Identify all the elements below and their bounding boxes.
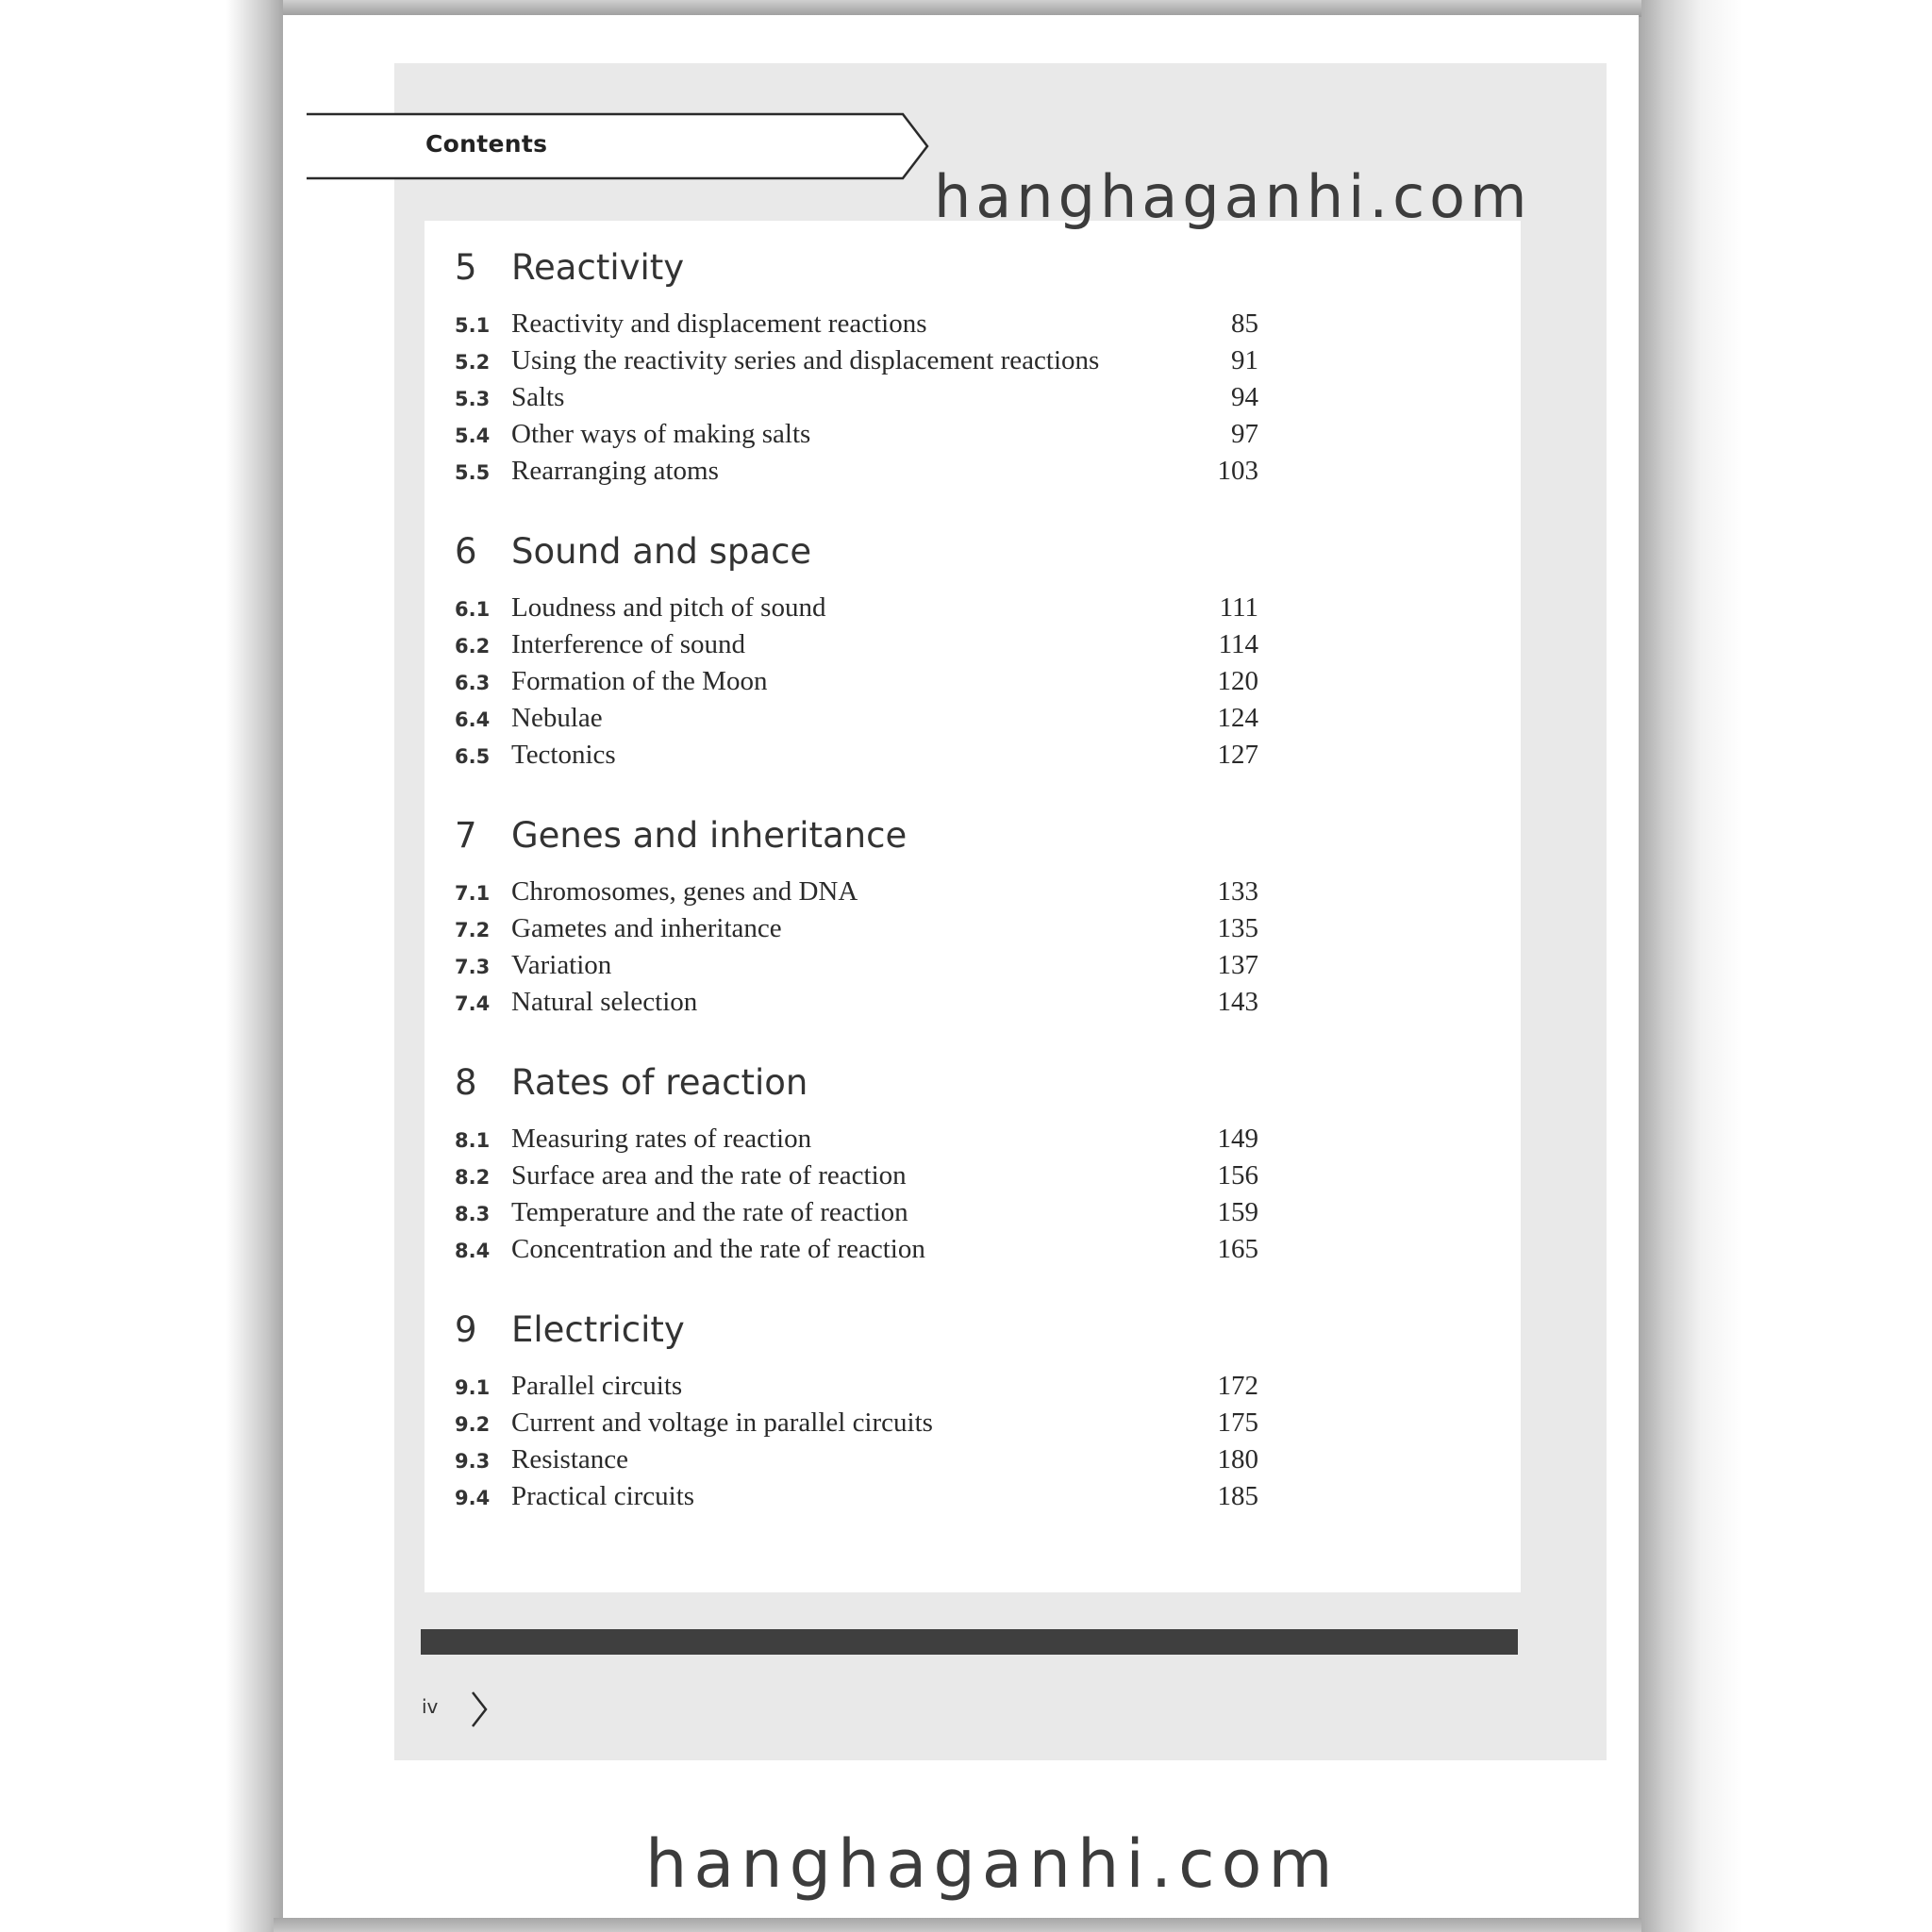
chapter-title: Rates of reaction xyxy=(511,1062,808,1103)
chapter-title: Genes and inheritance xyxy=(511,815,908,856)
page-number: 114 xyxy=(1218,629,1258,659)
page-number: 185 xyxy=(1217,1481,1258,1511)
section-title: Formation of the Moon xyxy=(511,666,768,696)
page-number: 156 xyxy=(1217,1160,1258,1191)
page-number: 97 xyxy=(1231,419,1258,449)
section-title: Interference of sound xyxy=(511,629,745,659)
chapter-number: 8 xyxy=(455,1062,477,1103)
section-title: Current and voltage in parallel circuits xyxy=(511,1407,933,1438)
chapter-number: 9 xyxy=(455,1309,477,1350)
watermark-bottom: hanghaganhi.com xyxy=(645,1825,1340,1903)
chapter-title: Sound and space xyxy=(511,531,812,572)
section-title: Natural selection xyxy=(511,987,698,1017)
footer-bar xyxy=(421,1629,1518,1655)
page-number: 91 xyxy=(1231,345,1258,375)
section-title: Resistance xyxy=(511,1444,629,1474)
watermark-top: hanghaganhi.com xyxy=(934,162,1532,231)
section-code: 7.2 xyxy=(455,919,491,941)
toc-item[interactable] xyxy=(455,345,1258,379)
section-title: Measuring rates of reaction xyxy=(511,1124,812,1154)
page-number: 111 xyxy=(1219,592,1258,623)
page-folio: iv xyxy=(422,1695,439,1718)
page-number: 165 xyxy=(1217,1234,1258,1264)
page-number: 172 xyxy=(1217,1371,1258,1401)
chapter-number: 7 xyxy=(455,815,477,856)
section-title: Surface area and the rate of reaction xyxy=(511,1160,907,1191)
section-title: Practical circuits xyxy=(511,1481,695,1511)
toc-item[interactable] xyxy=(455,987,1258,1021)
toc-item[interactable] xyxy=(455,876,1258,910)
page-shadow-left xyxy=(226,0,283,1932)
page-number: 127 xyxy=(1217,740,1258,770)
toc-item[interactable] xyxy=(455,1234,1258,1268)
toc-item[interactable] xyxy=(455,913,1258,947)
section-title: Reactivity and displacement reactions xyxy=(511,308,927,339)
section-title: Gametes and inheritance xyxy=(511,913,782,943)
section-code: 5.3 xyxy=(455,388,491,410)
page-number: 175 xyxy=(1217,1407,1258,1438)
section-code: 7.3 xyxy=(455,956,491,978)
toc-item[interactable] xyxy=(455,703,1258,737)
page-number: 94 xyxy=(1231,382,1258,412)
page-number: 159 xyxy=(1217,1197,1258,1227)
section-code: 8.4 xyxy=(455,1240,491,1262)
page-shadow-right xyxy=(1639,0,1742,1932)
toc-item[interactable] xyxy=(455,308,1258,342)
section-code: 9.4 xyxy=(455,1487,491,1509)
toc-item[interactable] xyxy=(455,950,1258,984)
chapter-title: Reactivity xyxy=(511,247,685,288)
toc-item[interactable] xyxy=(455,382,1258,416)
section-title: Rearranging atoms xyxy=(511,456,719,486)
toc-item[interactable] xyxy=(455,1197,1258,1231)
chapter-number: 6 xyxy=(455,531,477,572)
page-number: 124 xyxy=(1217,703,1258,733)
toc-item[interactable] xyxy=(455,1481,1258,1515)
section-code: 9.1 xyxy=(455,1376,491,1399)
toc-item[interactable] xyxy=(455,592,1258,626)
contents-tab-label: Contents xyxy=(425,130,548,158)
page-number: 103 xyxy=(1217,456,1258,486)
page-number: 85 xyxy=(1231,308,1258,339)
toc-item[interactable] xyxy=(455,1444,1258,1478)
section-code: 5.1 xyxy=(455,314,491,337)
toc-item[interactable] xyxy=(455,456,1258,490)
toc-item[interactable] xyxy=(455,1407,1258,1441)
section-code: 6.5 xyxy=(455,745,491,768)
chevron-right-icon xyxy=(467,1689,495,1730)
section-title: Temperature and the rate of reaction xyxy=(511,1197,908,1227)
section-title: Loudness and pitch of sound xyxy=(511,592,826,623)
chapter-heading xyxy=(455,247,684,288)
section-code: 9.3 xyxy=(455,1450,491,1473)
page-shadow-bottom xyxy=(274,1918,1641,1932)
toc-item[interactable] xyxy=(455,1160,1258,1194)
chapter-heading xyxy=(455,1062,808,1103)
section-title: Using the reactivity series and displacement reactions xyxy=(511,345,1100,375)
section-code: 5.4 xyxy=(455,425,491,447)
section-code: 6.1 xyxy=(455,598,491,621)
chapter-title: Electricity xyxy=(511,1309,685,1350)
toc-item[interactable] xyxy=(455,666,1258,700)
page-number: 120 xyxy=(1217,666,1258,696)
section-code: 5.5 xyxy=(455,461,491,484)
chapter-heading xyxy=(455,815,907,856)
chapter-number: 5 xyxy=(455,247,477,288)
chapter-heading xyxy=(455,1309,685,1350)
section-title: Salts xyxy=(511,382,565,412)
section-title: Concentration and the rate of reaction xyxy=(511,1234,925,1264)
section-code: 9.2 xyxy=(455,1413,491,1436)
toc-item[interactable] xyxy=(455,419,1258,453)
section-title: Parallel circuits xyxy=(511,1371,683,1401)
section-code: 7.1 xyxy=(455,882,491,905)
section-code: 8.3 xyxy=(455,1203,491,1225)
toc-item[interactable] xyxy=(455,1124,1258,1158)
section-code: 6.2 xyxy=(455,635,491,658)
toc-item[interactable] xyxy=(455,740,1258,774)
page-number: 137 xyxy=(1217,950,1258,980)
section-title: Variation xyxy=(511,950,612,980)
toc-item[interactable] xyxy=(455,629,1258,663)
section-code: 5.2 xyxy=(455,351,491,374)
toc-item[interactable] xyxy=(455,1371,1258,1405)
page-number: 149 xyxy=(1217,1124,1258,1154)
section-code: 6.4 xyxy=(455,708,491,731)
section-title: Chromosomes, genes and DNA xyxy=(511,876,858,907)
chapter-heading xyxy=(455,531,811,572)
section-title: Tectonics xyxy=(511,740,616,770)
page-number: 133 xyxy=(1217,876,1258,907)
contents-tab-arrow-icon xyxy=(0,0,1038,226)
section-code: 6.3 xyxy=(455,672,491,694)
section-code: 7.4 xyxy=(455,992,491,1015)
section-title: Nebulae xyxy=(511,703,603,733)
page-number: 135 xyxy=(1217,913,1258,943)
section-code: 8.2 xyxy=(455,1166,491,1189)
section-title: Other ways of making salts xyxy=(511,419,811,449)
page-number: 180 xyxy=(1217,1444,1258,1474)
page-number: 143 xyxy=(1217,987,1258,1017)
section-code: 8.1 xyxy=(455,1129,491,1152)
